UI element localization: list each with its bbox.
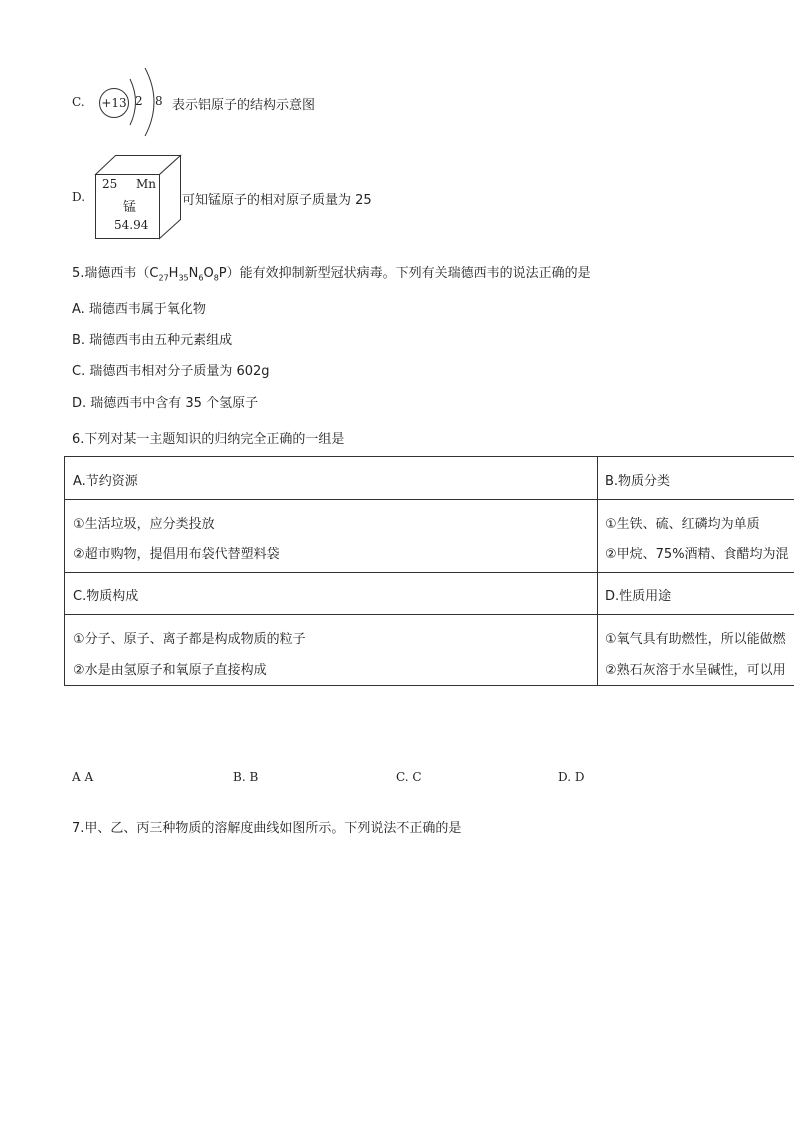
element-symbol: Mn — [136, 177, 157, 191]
cell-d-1: ①氧气具有助燃性，所以能做燃 — [605, 632, 786, 647]
option-d-text: 可知锰原子的相对原子质量为 25 — [182, 193, 372, 208]
q6-stem: 6.下列对某一主题知识的归纳完全正确的一组是 — [72, 432, 345, 447]
cell-d-head: D.性质用途 — [605, 589, 672, 604]
q7-stem: 7.甲、乙、丙三种物质的溶解度曲线如图所示。下列说法不正确的是 — [72, 821, 462, 836]
q5-option-d[interactable]: D. 瑞德西韦中含有 35 个氢原子 — [72, 396, 259, 411]
cell-c-head: C.物质构成 — [73, 589, 139, 604]
cell-a-1: ①生活垃圾，应分类投放 — [73, 517, 215, 532]
cell-b-1: ①生铁、硫、红磷均为单质 — [605, 517, 760, 532]
option-c-text: 表示铝原子的结构示意图 — [172, 98, 316, 113]
cell-b-2: ②甲烷、75%酒精、食醋均为混 — [605, 547, 789, 562]
q5-stem: 5.瑞德西韦$(C_{27}H_{35}N_6O_8P)$能有效抑制新型冠状病毒。下列有关瑞德西韦的说法正确的是 — [72, 266, 591, 283]
cell-a-head: A.节约资源 — [73, 474, 138, 489]
table-divider-h3 — [65, 614, 794, 615]
shell-arc-outer — [145, 68, 154, 136]
element-name: 锰 — [123, 200, 137, 215]
q5-option-a[interactable]: A. 瑞德西韦属于氧化物 — [72, 302, 206, 317]
q6-answer-c[interactable]: C. C — [396, 770, 422, 784]
cell-d-2: ②熟石灰溶于水呈碱性，可以用 — [605, 663, 786, 678]
cell-b-head: B.物质分类 — [605, 474, 671, 489]
q5-option-b[interactable]: B. 瑞德西韦由五种元素组成 — [72, 333, 233, 348]
option-d-label: D. — [72, 190, 86, 204]
table-divider-v — [597, 457, 598, 685]
q5-option-c[interactable]: C. 瑞德西韦相对分子质量为 602g — [72, 364, 270, 379]
element-number: 25 — [102, 177, 118, 191]
table-divider-h1 — [65, 499, 794, 500]
q6-table — [64, 456, 794, 686]
nucleus-charge: +13 — [101, 96, 127, 110]
shell-electrons-2: 8 — [155, 94, 163, 108]
shell-electrons-1: 2 — [135, 94, 143, 108]
element-mass: 54.94 — [114, 218, 149, 232]
cell-a-2: ②超市购物，提倡用布袋代替塑料袋 — [73, 547, 280, 562]
cell-c-2: ②水是由氢原子和氧原子直接构成 — [73, 663, 267, 678]
option-c-label: C. — [72, 95, 85, 109]
q6-answer-b[interactable]: B. B — [233, 770, 259, 784]
q6-answer-a[interactable]: A A — [72, 770, 94, 784]
table-divider-h2 — [65, 572, 794, 573]
cell-c-1: ①分子、原子、离子都是构成物质的粒子 — [73, 632, 306, 647]
q6-answer-d[interactable]: D. D — [558, 770, 585, 784]
